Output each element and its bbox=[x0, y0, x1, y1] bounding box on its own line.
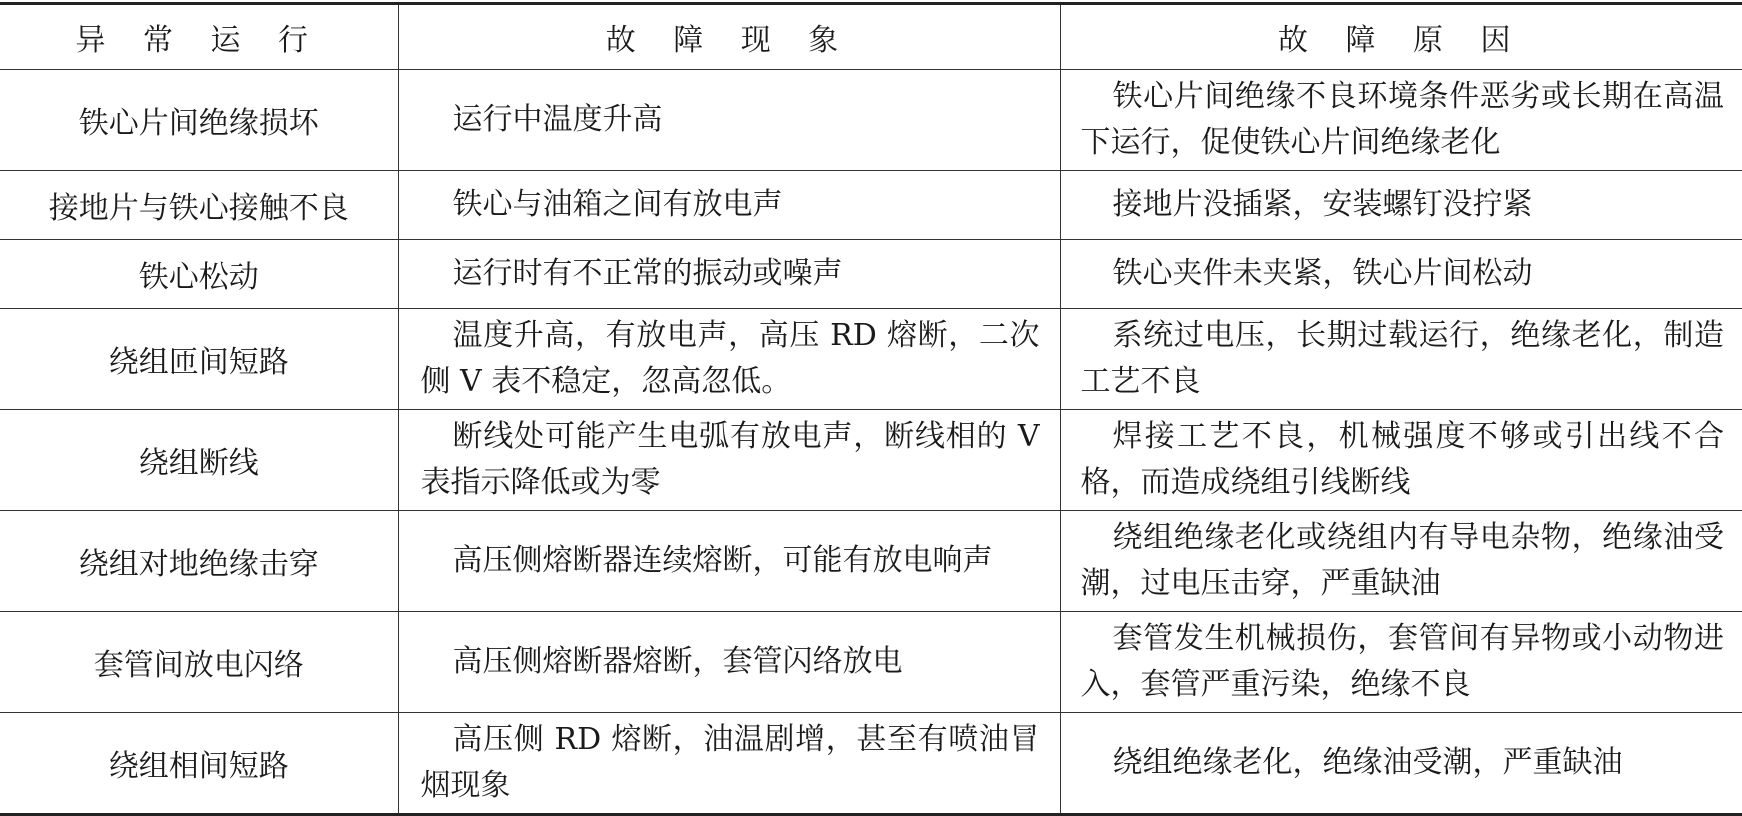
abnormal-cell: 绕组匝间短路 bbox=[0, 309, 398, 410]
symptom-cell: 温度升高，有放电声，高压 RD 熔断，二次侧 V 表不稳定，忽高忽低。 bbox=[398, 309, 1060, 410]
cause-cell: 套管发生机械损伤，套管间有异物或小动物进入，套管严重污染，绝缘不良 bbox=[1060, 612, 1742, 713]
abnormal-cell: 铁心片间绝缘损坏 bbox=[0, 70, 398, 171]
abnormal-cell: 绕组相间短路 bbox=[0, 713, 398, 815]
symptom-cell: 高压侧熔断器熔断，套管闪络放电 bbox=[398, 612, 1060, 713]
cause-cell: 接地片没插紧，安装螺钉没拧紧 bbox=[1060, 171, 1742, 240]
table-row bbox=[0, 171, 1742, 240]
symptom-cell: 运行中温度升高 bbox=[398, 70, 1060, 171]
table-row bbox=[0, 70, 1742, 171]
table-row bbox=[0, 240, 1742, 309]
header-cause: 故 障 原 因 bbox=[1060, 4, 1742, 70]
header-abnormal: 异 常 运 行 bbox=[0, 4, 398, 70]
symptom-cell: 运行时有不正常的振动或噪声 bbox=[398, 240, 1060, 309]
table-row bbox=[0, 713, 1742, 815]
abnormal-cell: 绕组断线 bbox=[0, 410, 398, 511]
table-body bbox=[0, 70, 1742, 815]
header-symptom: 故 障 现 象 bbox=[398, 4, 1060, 70]
abnormal-cell: 铁心松动 bbox=[0, 240, 398, 309]
symptom-cell: 断线处可能产生电弧有放电声，断线相的 V 表指示降低或为零 bbox=[398, 410, 1060, 511]
cause-cell: 系统过电压，长期过载运行，绝缘老化，制造工艺不良 bbox=[1060, 309, 1742, 410]
table-row bbox=[0, 612, 1742, 713]
symptom-cell: 铁心与油箱之间有放电声 bbox=[398, 171, 1060, 240]
table-row bbox=[0, 410, 1742, 511]
cause-cell: 铁心夹件未夹紧，铁心片间松动 bbox=[1060, 240, 1742, 309]
table-row bbox=[0, 309, 1742, 410]
symptom-cell: 高压侧 RD 熔断，油温剧增，甚至有喷油冒烟现象 bbox=[398, 713, 1060, 815]
table-row bbox=[0, 511, 1742, 612]
table-header bbox=[0, 4, 1742, 70]
cause-cell: 绕组绝缘老化，绝缘油受潮，严重缺油 bbox=[1060, 713, 1742, 815]
symptom-cell: 高压侧熔断器连续熔断，可能有放电响声 bbox=[398, 511, 1060, 612]
cause-cell: 焊接工艺不良，机械强度不够或引出线不合格，而造成绕组引线断线 bbox=[1060, 410, 1742, 511]
abnormal-cell: 接地片与铁心接触不良 bbox=[0, 171, 398, 240]
abnormal-cell: 绕组对地绝缘击穿 bbox=[0, 511, 398, 612]
header-row bbox=[0, 4, 1742, 70]
fault-table bbox=[0, 2, 1742, 816]
abnormal-cell: 套管间放电闪络 bbox=[0, 612, 398, 713]
cause-cell: 绕组绝缘老化或绕组内有导电杂物，绝缘油受潮，过电压击穿，严重缺油 bbox=[1060, 511, 1742, 612]
cause-cell: 铁心片间绝缘不良环境条件恶劣或长期在高温下运行，促使铁心片间绝缘老化 bbox=[1060, 70, 1742, 171]
